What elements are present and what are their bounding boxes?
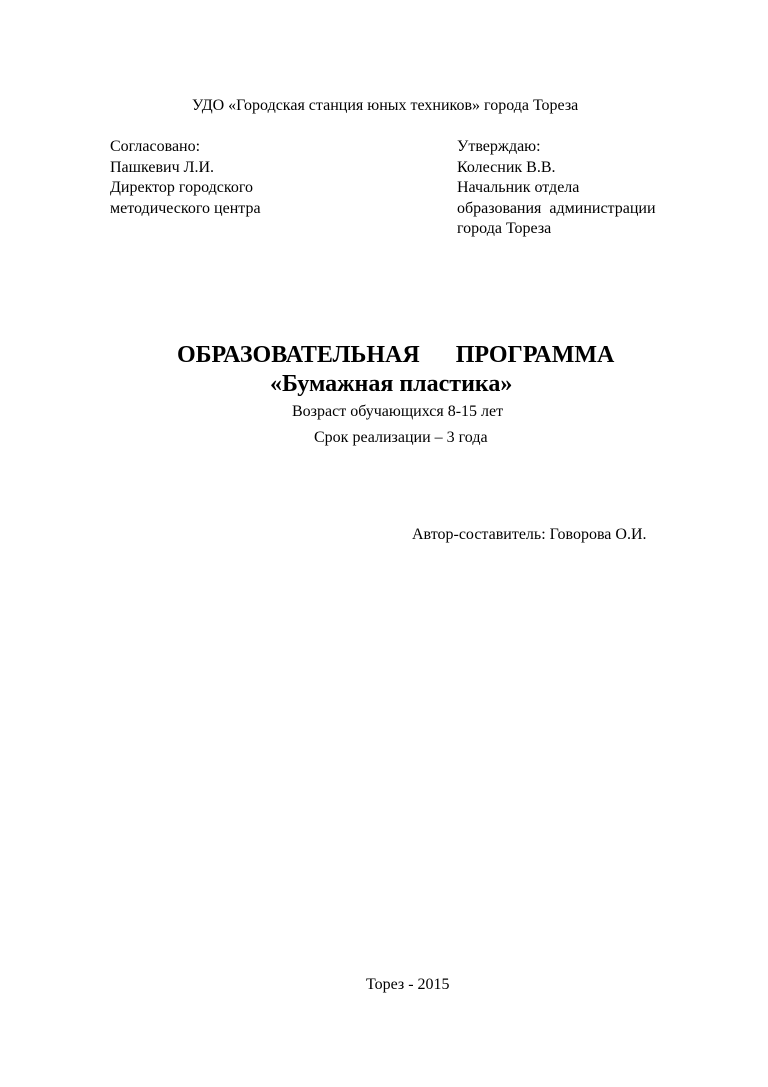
- agreed-position-line1: Директор городского: [110, 179, 253, 196]
- program-term: Срок реализации – 3 года: [314, 429, 488, 446]
- program-title: ОБРАЗОВАТЕЛЬНАЯ ПРОГРАММА: [177, 342, 615, 368]
- agreed-block: [110, 137, 261, 219]
- approved-position-line2: образования администрации: [457, 199, 656, 217]
- author-line: Автор-составитель: Говорова О.И.: [412, 526, 647, 543]
- approved-position-line1: Начальник отдела: [457, 179, 580, 196]
- approved-name: Колесник В.В.: [457, 158, 556, 176]
- agreed-label: Согласовано:: [110, 138, 201, 155]
- approved-position-line3: города Тореза: [457, 220, 552, 237]
- organization-header: УДО «Городская станция юных техников» города Тореза: [192, 97, 579, 114]
- approved-block: [457, 137, 656, 240]
- footer-city-year: Торез - 2015: [366, 976, 450, 993]
- program-age: Возраст обучающихся 8-15 лет: [292, 403, 504, 420]
- program-name: «Бумажная пластика»: [270, 371, 513, 397]
- agreed-name: Пашкевич Л.И.: [110, 158, 215, 176]
- approved-label: Утверждаю:: [457, 138, 541, 155]
- agreed-position-line2: методического центра: [110, 199, 261, 217]
